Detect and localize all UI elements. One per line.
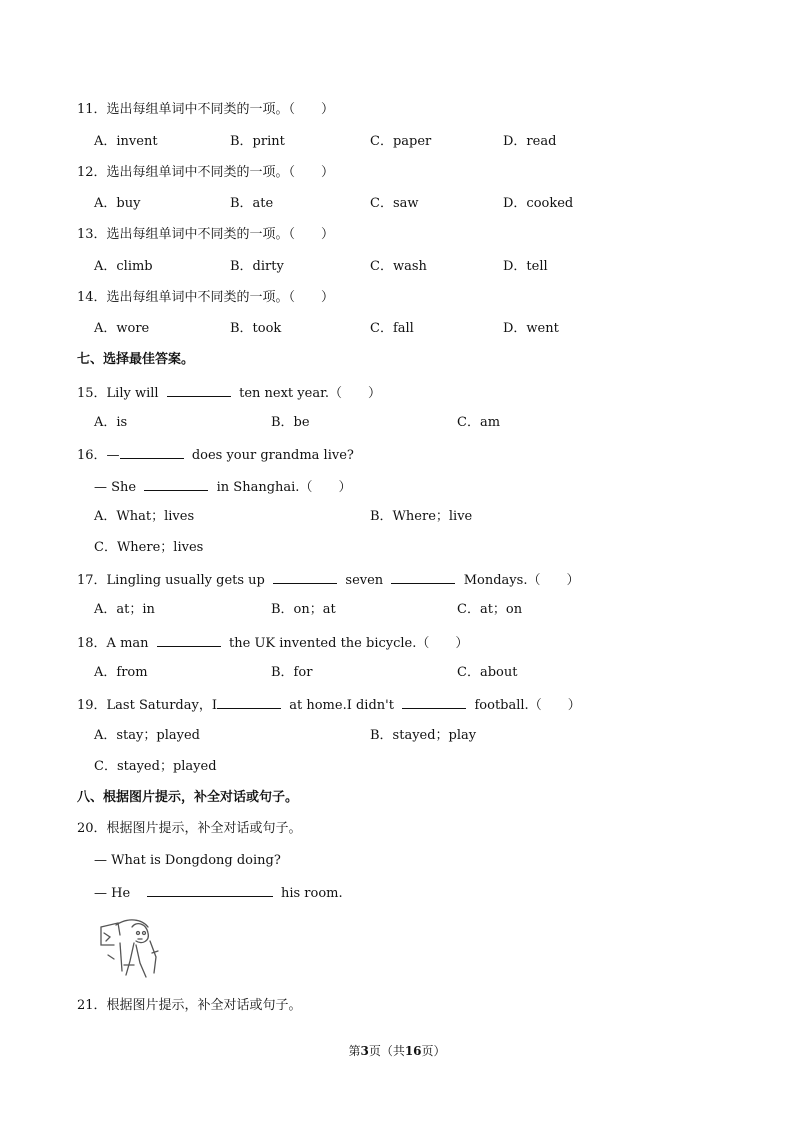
q15-option-a: A．is [94,415,128,430]
q16-blank-2 [144,478,208,491]
question-13-stem: 13．选出每组单词中不同类的一项。（ ） [77,227,335,242]
q16-text-pre: 16．— [77,448,120,463]
q20-line-2 [94,884,343,902]
q16-line2-post: in Shanghai.（ ） [216,480,352,495]
question-15-stem [77,384,381,402]
question-18-stem [77,634,468,652]
q17-option-b: B．on；at [271,602,336,617]
q13-option-c: C．wash [370,259,427,274]
q11-option-a: A．invent [94,134,158,149]
q18-option-a: A．from [94,665,148,680]
footer-total-pages: 16 [404,1044,422,1058]
q14-option-a: A．wore [94,321,150,336]
section-7-heading: 七、选择最佳答案。 [77,352,195,367]
q17-text-mid: seven [345,573,384,588]
q17-option-a: A．at；in [94,602,155,617]
q18-option-b: B．for [271,665,313,680]
q11-option-b: B．print [230,134,285,149]
q17-option-c: C．at；on [457,602,523,617]
q16-option-b: B．Where；live [370,509,473,524]
q14-option-b: B．took [230,321,282,336]
q16-option-a: A．What；lives [94,509,195,524]
q17-blank-1 [273,571,337,584]
footer-page-number: 3 [360,1044,369,1058]
q20-line2-post: his room. [280,886,343,901]
q16-text-post: does your grandma live? [191,448,354,463]
q16-option-c: C．Where；lives [94,540,204,555]
q20-blank [147,884,273,897]
q15-text-pre: 15．Lily will [77,386,159,401]
q12-option-a: A．buy [94,196,141,211]
footer-pre: 第 [348,1044,361,1058]
q19-option-b: B．stayed；play [370,728,477,743]
page-footer [0,1043,794,1059]
q19-text-post: football.（ ） [474,698,581,713]
q11-option-c: C．paper [370,134,432,149]
q13-option-d: D．tell [503,259,548,274]
question-17-stem [77,571,579,589]
q17-text-post: Mondays.（ ） [463,573,580,588]
q19-blank-2 [402,696,466,709]
q14-option-d: D．went [503,321,559,336]
section-8-heading: 八、根据图片提示，补全对话或句子。 [77,790,299,805]
q20-picture-hint [98,913,160,983]
q13-option-a: A．climb [94,259,153,274]
q18-option-c: C．about [457,665,518,680]
q15-option-b: B．be [271,415,310,430]
q15-option-c: C．am [457,415,501,430]
q18-text-post: the UK invented the bicycle.（ ） [229,636,469,651]
q17-blank-2 [391,571,455,584]
q15-text-post: ten next year.（ ） [239,386,381,401]
question-14-stem: 14．选出每组单词中不同类的一项。（ ） [77,290,335,305]
q16-line-2 [94,478,351,496]
q15-blank [167,384,231,397]
q19-text-pre: 19．Last Saturday，I [77,698,217,713]
q16-blank-1 [120,446,184,459]
q14-option-c: C．fall [370,321,414,336]
q19-option-c: C．stayed；played [94,759,217,774]
q12-option-c: C．saw [370,196,419,211]
footer-post: 页） [421,1044,446,1058]
q17-text-pre: 17．Lingling usually gets up [77,573,265,588]
q13-option-b: B．dirty [230,259,284,274]
q16-line2-pre: — She [94,480,137,495]
q20-line-1: — What is Dongdong doing? [94,853,281,868]
q19-option-a: A．stay；played [94,728,200,743]
q12-option-b: B．ate [230,196,274,211]
q20-line2-pre: — He [94,886,131,901]
question-12-stem: 12．选出每组单词中不同类的一项。（ ） [77,165,335,180]
question-11-stem: 11．选出每组单词中不同类的一项。（ ） [77,102,335,117]
footer-mid: 页（共 [368,1044,405,1058]
q19-text-mid: at home.I didn't [289,698,394,713]
q11-option-d: D．read [503,134,557,149]
question-21-stem: 21．根据图片提示，补全对话或句子。 [77,998,302,1013]
question-16-stem [77,446,354,464]
q19-blank-1 [217,696,281,709]
q18-text-pre: 18．A man [77,636,149,651]
q18-blank [157,634,221,647]
question-20-stem: 20．根据图片提示，补全对话或句子。 [77,821,302,836]
question-19-stem [77,696,581,714]
q12-option-d: D．cooked [503,196,574,211]
